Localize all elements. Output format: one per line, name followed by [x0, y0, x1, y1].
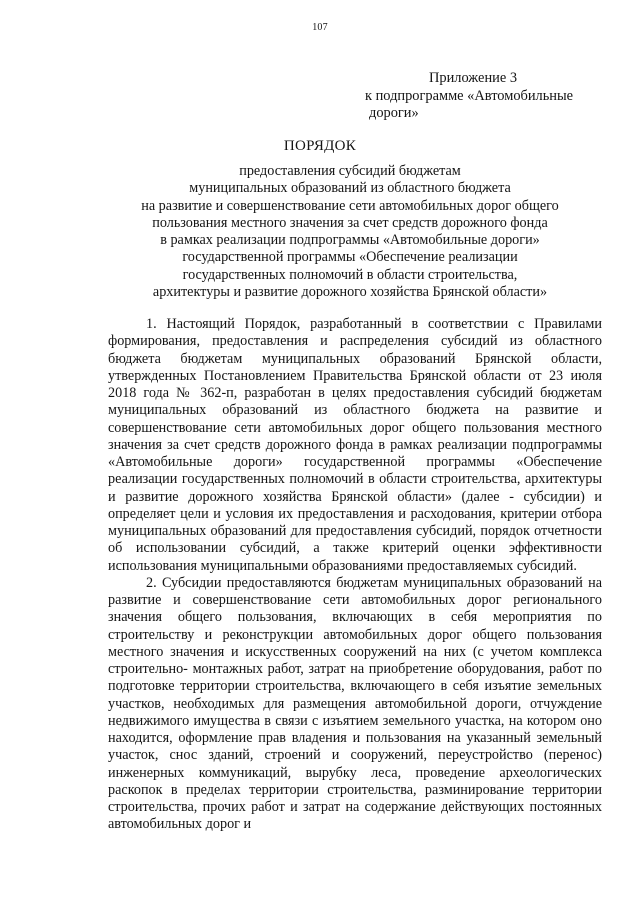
subtitle-line: в рамках реализации подпрограммы «Автомобильные дороги» — [160, 232, 540, 249]
paragraph-1: 1. Настоящий Порядок, разработанный в соответствии с Правилами формирования, предоставления и распределения субсидий из областного бюджета бюджетам муниципальных образований Брянской области, утвержденных Постановлением Правительства Брянской области от 23 июля 2018 года № 362-п, разработан в целях предоставления субсидий бюджетам муниципальных образований из областного бюджета на развитие и совершенствование сети автомобильных дорог общего пользования местного значения за счет средств дорожного фонда в рамках реализации подпрограммы «Автомобильные дороги» государственной программы «Обеспечение реализации государственных полномочий в области строительства, архитектуры и развитие дорожного хозяйства Брянской области» (далее - субсидии) и определяет цели и условия их предоставления и расходования, критерии отбора муниципальных образований для предоставления субсидий, порядок отчетности об использовании субсидий, а также критерий оценки эффективности использования муниципальными образованиями предоставляемых субсидий. — [108, 316, 602, 574]
subtitle-line: пользования местного значения за счет средств дорожного фонда — [152, 214, 548, 231]
appendix-line: к подпрограмме «Автомобильные — [365, 87, 574, 104]
page-number: 107 — [312, 22, 328, 33]
document-body — [108, 316, 602, 834]
appendix-header — [365, 70, 615, 123]
subtitle-line: государственной программы «Обеспечение реализации — [182, 249, 518, 266]
paragraph-2: 2. Субсидии предоставляются бюджетам муниципальных образований на развитие и совершенствование сети автомобильных дорог регионального значения общего пользования, включающих в себя мероприятия по строительству и реконструкции автомобильных дорог общего пользования местного значения и искусственных сооружений на них (с учетом комплекса строительно- монтажных работ, затрат на приобретение оборудования, работ по подготовке территории строительства, включающего в себя изъятие земельных участков, необходимых для размещения автомобильной дороги, отчуждение недвижимого имущества в связи с изъятием земельного участка, на котором оно находится, оформление прав владения и пользования на указанный земельный участок, снос зданий, строений и сооружений, переустройство (перенос) инженерных коммуникаций, вырубку леса, проведение археологических раскопок в пределах территории строительства, разминирование территории строительства, прочих работ и затрат на содержание действующих постоянных автомобильных дорог и — [108, 574, 602, 833]
subtitle-line: на развитие и совершенствование сети автомобильных дорог общего — [141, 197, 559, 214]
document-subtitle — [110, 163, 590, 301]
subtitle-line: предоставления субсидий бюджетам — [239, 163, 461, 179]
subtitle-line: муниципальных образований из областного бюджета — [189, 180, 511, 197]
subtitle-line: государственных полномочий в области строительства, — [182, 266, 518, 283]
subtitle-line: архитектуры и развитие дорожного хозяйства Брянской области» — [152, 284, 548, 301]
document-title: ПОРЯДОК — [283, 138, 357, 154]
appendix-line: дороги» — [369, 105, 419, 121]
appendix-line: Приложение 3 — [429, 70, 518, 86]
